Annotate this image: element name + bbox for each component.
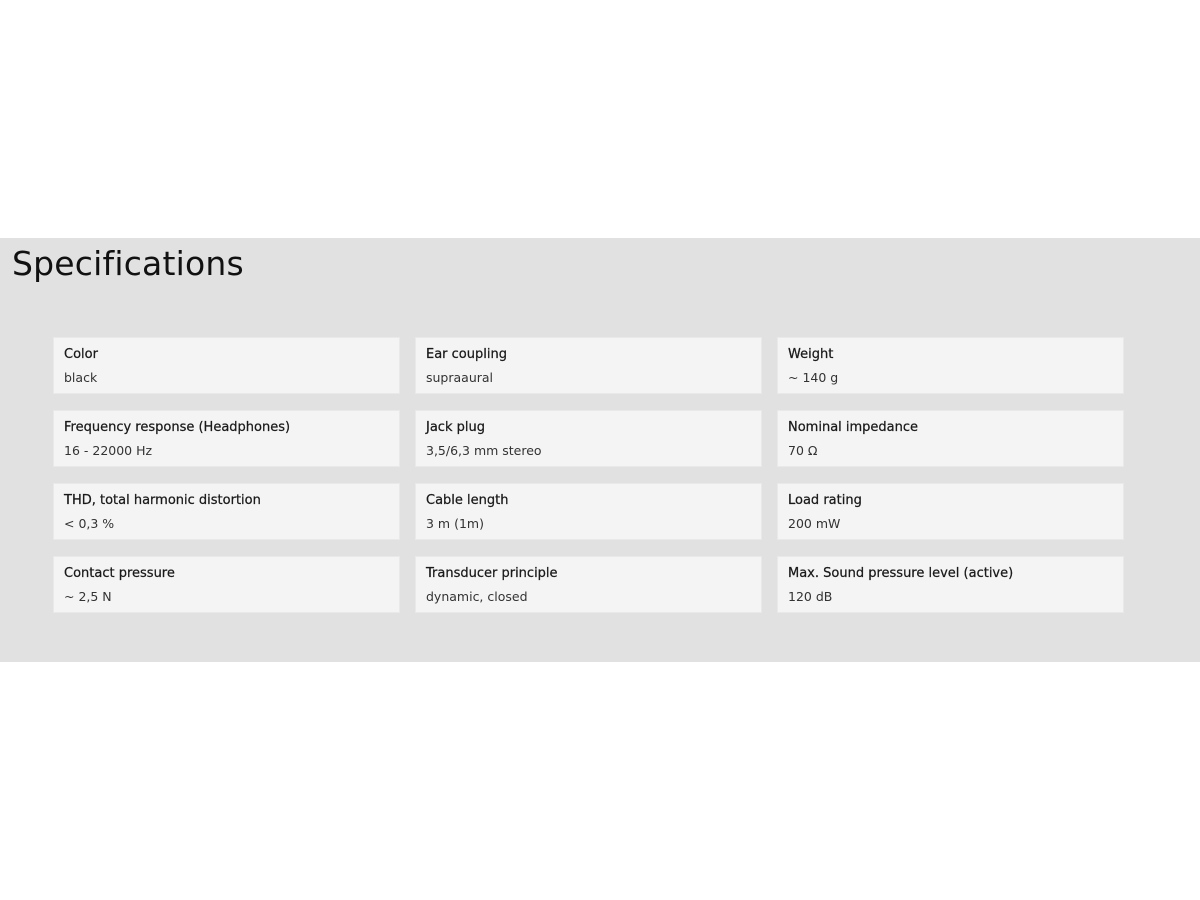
spec-label: Load rating [788, 493, 862, 508]
spec-value: 16 - 22000 Hz [64, 443, 153, 458]
spec-label: Max. Sound pressure level (active) [788, 566, 1014, 581]
spec-label: Cable length [426, 493, 509, 508]
spec-card-nominal-impedance [778, 411, 1123, 466]
spec-card-contact-pressure [54, 557, 399, 612]
spec-label: Ear coupling [426, 347, 507, 362]
spec-value: dynamic, closed [426, 589, 528, 604]
spec-label: Color [64, 347, 98, 362]
spec-value: 200 mW [788, 516, 841, 531]
spec-card-transducer-principle [416, 557, 761, 612]
spec-card-load-rating [778, 484, 1123, 539]
spec-value: black [64, 370, 98, 385]
spec-label: Transducer principle [426, 566, 558, 581]
specifications-section [0, 238, 1200, 662]
spec-label: Nominal impedance [788, 420, 919, 435]
spec-card-frequency-response [54, 411, 399, 466]
spec-label: Jack plug [426, 420, 485, 435]
spec-value: ~ 140 g [788, 370, 839, 385]
spec-card-weight [778, 338, 1123, 393]
spec-label: Contact pressure [64, 566, 175, 581]
section-title: Specifications [12, 244, 244, 283]
spec-label: THD, total harmonic distortion [64, 493, 261, 508]
spec-value: 70 Ω [788, 443, 818, 458]
spec-value: 3,5/6,3 mm stereo [426, 443, 542, 458]
spec-value: supraaural [426, 370, 494, 385]
spec-grid [54, 338, 1122, 612]
spec-card-color [54, 338, 399, 393]
spec-label: Frequency response (Headphones) [64, 420, 291, 435]
spec-value: 120 dB [788, 589, 833, 604]
spec-card-max-spl [778, 557, 1123, 612]
spec-card-thd [54, 484, 399, 539]
spec-label: Weight [788, 347, 834, 362]
spec-card-jack-plug [416, 411, 761, 466]
spec-value: ~ 2,5 N [64, 589, 112, 604]
spec-card-cable-length [416, 484, 761, 539]
spec-value: 3 m (1m) [426, 516, 484, 531]
spec-value: < 0,3 % [64, 516, 115, 531]
spec-card-ear-coupling [416, 338, 761, 393]
